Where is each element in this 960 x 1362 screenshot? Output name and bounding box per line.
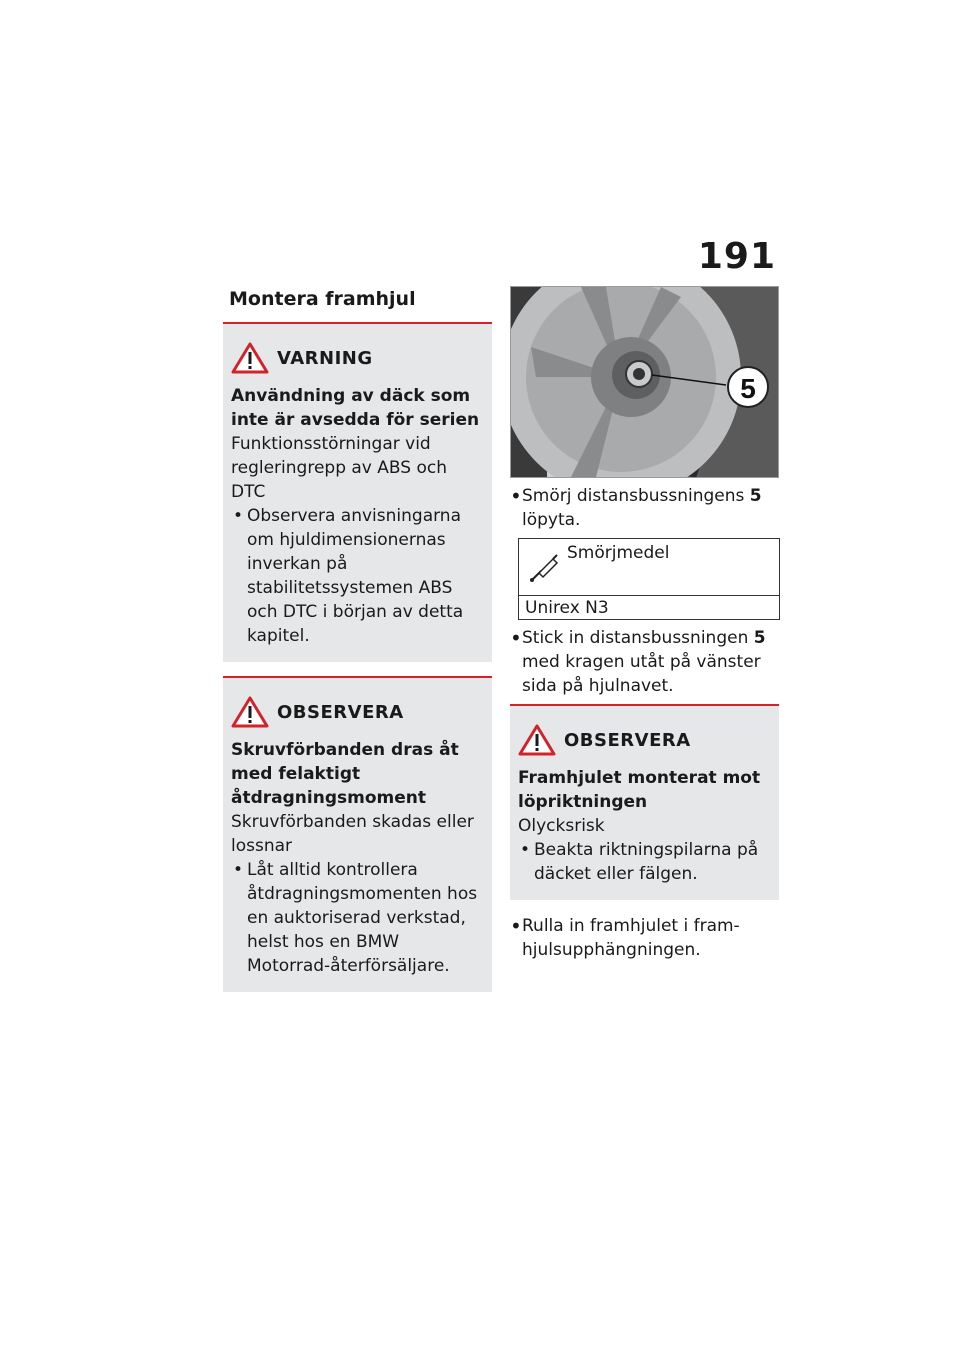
notice-bullets: [231, 858, 484, 978]
warning-text: Funktionsstörningar vid regleringrepp av ABS och DTC: [231, 434, 447, 502]
section-title: Montera framhjul: [229, 288, 416, 310]
steps-list-1: [510, 484, 779, 532]
warning-triangle-icon: [231, 696, 269, 728]
page-number: 191: [697, 236, 776, 277]
lubricant-value: Unirex N3: [525, 598, 609, 618]
notice-header: [231, 696, 484, 728]
step-text-cont: med kragen utåt på vänster sida på hjulnavet.: [522, 652, 761, 696]
warning-triangle-icon: [518, 724, 556, 756]
steps-list-2: [510, 626, 779, 698]
warning-subtitle: Användning av däck som inte är avsedda för serien: [231, 386, 480, 430]
left-column: [223, 286, 492, 1006]
warning-title: VARNING: [277, 347, 373, 369]
notice-text: Skruvförbanden skadas eller lossnar: [231, 812, 474, 856]
list-item: • Beakta riktningspilarna på däcket eller fälgen.: [518, 838, 771, 886]
notice-subtitle: Skruvförbanden dras åt med felaktigt åtdragningsmoment: [231, 740, 459, 808]
step-ref: 5: [749, 486, 762, 506]
notice-title: OBSERVERA: [564, 729, 691, 751]
lubricant-table: [518, 538, 780, 620]
wheel-hub-figure: [510, 286, 779, 478]
lubricant-label: Smörjmedel: [567, 543, 670, 563]
step-item: • Rulla in framhjulet i framhjulsupphängningen.: [510, 914, 779, 962]
figure-callout: 5: [740, 373, 756, 404]
list-item: • Observera anvisningarna om hjuldimensionernas inverkan på stabilitetssystemen ABS och DTC i början av detta kapitel.: [231, 504, 484, 648]
step-item: [510, 626, 779, 698]
notice-header: [518, 724, 771, 756]
step-text: Stick in distansbussningen: [522, 628, 749, 648]
notice-box: [223, 676, 492, 992]
step-ref: 5: [753, 628, 766, 648]
notice-bullets: [518, 838, 771, 886]
notice-text: Olycksrisk: [518, 816, 605, 836]
steps-list-3: [510, 914, 779, 962]
step-text-cont: löpyta.: [522, 510, 581, 530]
lubricant-header: [519, 539, 779, 596]
warning-header: [231, 342, 484, 374]
list-item: • Låt alltid kontrollera åtdragningsmomenten hos en auktoriserad verkstad, helst hos en BMW Motorrad-återförsäljare.: [231, 858, 484, 978]
grease-gun-icon: [527, 549, 563, 585]
step-item: [510, 484, 779, 532]
right-column: [510, 286, 779, 966]
warning-triangle-icon: [231, 342, 269, 374]
notice-box-right: [510, 704, 779, 900]
notice-title: OBSERVERA: [277, 701, 404, 723]
notice-subtitle: Framhjulet monterat mot löpriktningen: [518, 768, 761, 812]
warning-bullets: [231, 504, 484, 648]
step-text: Smörj distansbussningens: [522, 486, 745, 506]
warning-box: [223, 322, 492, 662]
wheel-hub-illustration: [511, 287, 778, 477]
